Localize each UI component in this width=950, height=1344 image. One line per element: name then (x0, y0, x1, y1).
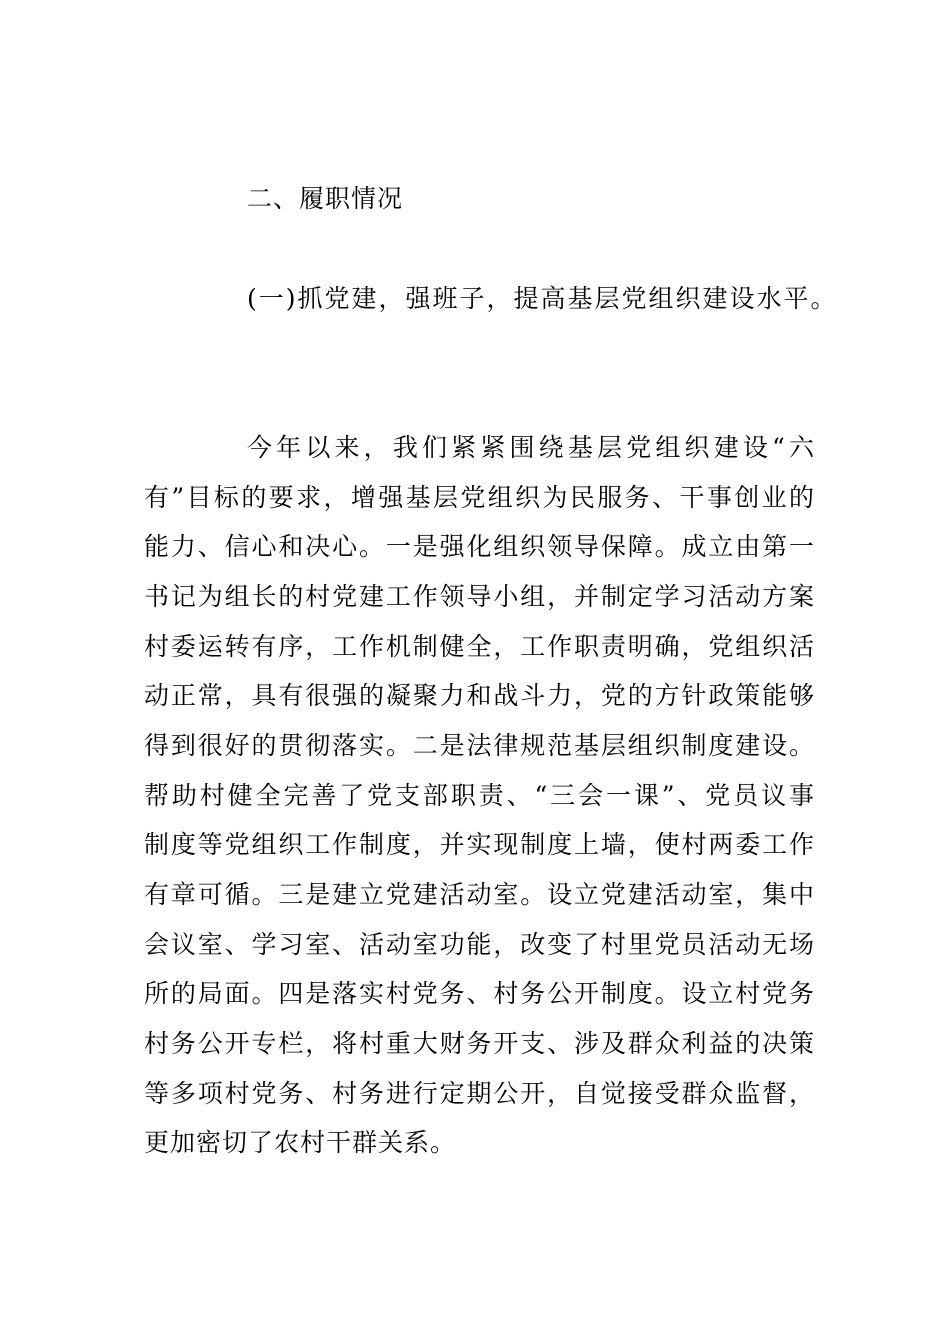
paragraph-line: 会议室、学习室、活动室功能，改变了村里党员活动无场 (144, 930, 814, 959)
paragraph-line: 能力、信心和决心。一是强化组织领导保障。成立由第一 (144, 532, 814, 561)
paragraph-line: 更加密切了农村干群关系。 (144, 1128, 457, 1157)
paragraph-line: 村务公开专栏，将村重大财务开支、涉及群众利益的决策 (144, 1029, 814, 1058)
paragraph-line: 帮助村健全完善了党支部职责、“三会一课”、党员议事 (144, 781, 814, 810)
paragraph-line: 所的局面。四是落实村党务、村务公开制度。设立村党务 (144, 979, 814, 1008)
paragraph-line: 制度等党组织工作制度，并实现制度上墙，使村两委工作 (144, 830, 814, 859)
paragraph-line: 得到很好的贯彻落实。二是法律规范基层组织制度建设。 (144, 731, 814, 760)
paragraph-line: 有”目标的要求，增强基层党组织为民服务、干事创业的 (144, 483, 814, 512)
paragraph-line: 书记为组长的村党建工作领导小组，并制定学习活动方案 (144, 582, 814, 611)
section-heading: 二、履职情况 (247, 184, 404, 213)
paragraph-line: 等多项村党务、村务进行定期公开，自觉接受群众监督， (144, 1079, 814, 1108)
paragraph-line: 村委运转有序，工作机制健全，工作职责明确，党组织活 (144, 632, 814, 661)
paragraph-line: 有章可循。三是建立党建活动室。设立党建活动室，集中 (144, 880, 814, 909)
paragraph-line: 动正常，具有很强的凝聚力和战斗力，党的方针政策能够 (144, 681, 814, 710)
subsection-heading: (一)抓党建，强班子，提高基层党组织建设水平。 (247, 284, 838, 313)
paragraph-line: 今年以来，我们紧紧围绕基层党组织建设“六 (247, 433, 814, 462)
